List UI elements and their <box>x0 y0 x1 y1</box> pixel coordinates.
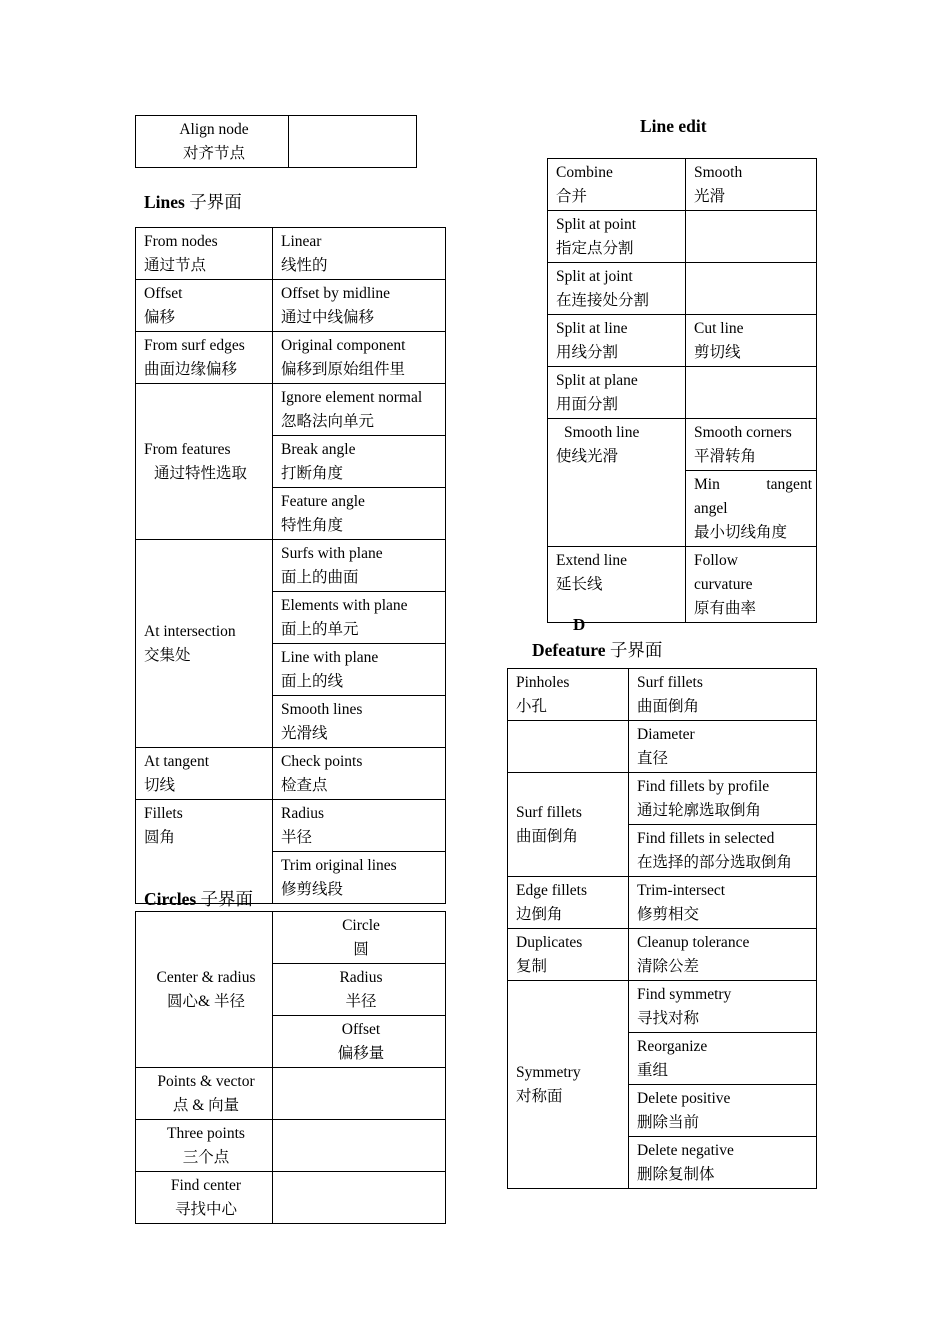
cell-combine: Combine 合并 <box>548 159 686 211</box>
cell-smooth-corners: Smooth corners 平滑转角 <box>686 419 817 471</box>
align-node-table <box>135 115 417 168</box>
lines-table <box>135 227 446 904</box>
cell-surfs-with-plane: Surfs with plane 面上的曲面 <box>273 540 446 592</box>
cell-follow-curvature: Follow curvature 原有曲率 <box>686 547 817 623</box>
cell-break-angle: Break angle 打断角度 <box>273 436 446 488</box>
cell-trim-intersect: Trim-intersect 修剪相交 <box>629 877 817 929</box>
cell-at-intersection: At intersection 交集处 <box>136 540 273 748</box>
defeature-table <box>507 668 817 1189</box>
cell-center-radius: Center & radius 圆心& 半径 <box>136 912 273 1068</box>
cell-empty <box>508 721 629 773</box>
cell-ignore-normal: Ignore element normal 忽略法向单元 <box>273 384 446 436</box>
cell-pinholes: Pinholes 小孔 <box>508 669 629 721</box>
cell-smooth: Smooth 光滑 <box>686 159 817 211</box>
cell-points-vector: Points & vector 点 & 向量 <box>136 1068 273 1120</box>
cell-elements-with-plane: Elements with plane 面上的单元 <box>273 592 446 644</box>
cell-empty <box>686 263 817 315</box>
cell-split-joint: Split at joint 在连接处分割 <box>548 263 686 315</box>
cell-from-features: From features 通过特性选取 <box>136 384 273 540</box>
cell-check-points: Check points 检查点 <box>273 748 446 800</box>
circles-table <box>135 911 446 1224</box>
cell-split-line: Split at line 用线分割 <box>548 315 686 367</box>
cell-empty <box>289 116 417 168</box>
cell-empty <box>273 1172 446 1224</box>
cell-trim-original: Trim original lines 修剪线段 <box>273 852 446 904</box>
cell-at-tangent: At tangent 切线 <box>136 748 273 800</box>
cell-reorganize: Reorganize 重组 <box>629 1033 817 1085</box>
cell-edge-fillets: Edge fillets 边倒角 <box>508 877 629 929</box>
cell-empty <box>273 1068 446 1120</box>
cell-delete-positive: Delete positive 删除当前 <box>629 1085 817 1137</box>
cell-radius: Radius 半径 <box>273 800 446 852</box>
lines-heading: Lines 子界面 <box>144 192 242 212</box>
cell-original-component: Original component 偏移到原始组件里 <box>273 332 446 384</box>
cell-duplicates: Duplicates 复制 <box>508 929 629 981</box>
cell-empty <box>686 367 817 419</box>
cell-from-surf-edges: From surf edges 曲面边缘偏移 <box>136 332 273 384</box>
cell-smooth-lines: Smooth lines 光滑线 <box>273 696 446 748</box>
cell-circle: Circle 圆 <box>273 912 446 964</box>
cell-cleanup-tolerance: Cleanup tolerance 清除公差 <box>629 929 817 981</box>
cell-feature-angle: Feature angle 特性角度 <box>273 488 446 540</box>
cell-delete-negative: Delete negative 删除复制体 <box>629 1137 817 1189</box>
cell-extend-line: Extend line 延长线 <box>548 547 686 623</box>
cell-surf-fillets: Surf fillets 曲面倒角 <box>508 773 629 877</box>
cell-find-center: Find center 寻找中心 <box>136 1172 273 1224</box>
circles-heading: Circles 子界面 <box>144 889 254 909</box>
cell-smooth-line: Smooth line 使线光滑 <box>548 419 686 547</box>
cell-empty <box>273 1120 446 1172</box>
cell-from-nodes: From nodes 通过节点 <box>136 228 273 280</box>
line-edit-heading: Line edit <box>640 116 707 136</box>
cell-circle-offset: Offset 偏移量 <box>273 1016 446 1068</box>
cell-in-selected: Find fillets in selected 在选择的部分选取倒角 <box>629 825 817 877</box>
cell-three-points: Three points 三个点 <box>136 1120 273 1172</box>
section-letter: D <box>573 615 586 634</box>
cell-align-node: Align node 对齐节点 <box>136 116 289 168</box>
cell-find-symmetry: Find symmetry 寻找对称 <box>629 981 817 1033</box>
cell-empty <box>686 211 817 263</box>
cell-circle-radius: Radius 半径 <box>273 964 446 1016</box>
cell-offset-midline: Offset by midline 通过中线偏移 <box>273 280 446 332</box>
cell-cut-line: Cut line 剪切线 <box>686 315 817 367</box>
cell-offset: Offset 偏移 <box>136 280 273 332</box>
cell-split-plane: Split at plane 用面分割 <box>548 367 686 419</box>
cell-split-point: Split at point 指定点分割 <box>548 211 686 263</box>
cell-line-with-plane: Line with plane 面上的线 <box>273 644 446 696</box>
line-edit-table <box>547 158 817 623</box>
cell-min-tangent: Min tangent angel 最小切线角度 <box>686 471 817 547</box>
cell-linear: Linear 线性的 <box>273 228 446 280</box>
cell-symmetry: Symmetry 对称面 <box>508 981 629 1189</box>
defeature-heading: Defeature 子界面 <box>532 640 663 660</box>
cell-surf-fillets-right: Surf fillets 曲面倒角 <box>629 669 817 721</box>
cell-fillets: Fillets 圆角 <box>136 800 273 904</box>
cell-diameter: Diameter 直径 <box>629 721 817 773</box>
cell-by-profile: Find fillets by profile 通过轮廓选取倒角 <box>629 773 817 825</box>
